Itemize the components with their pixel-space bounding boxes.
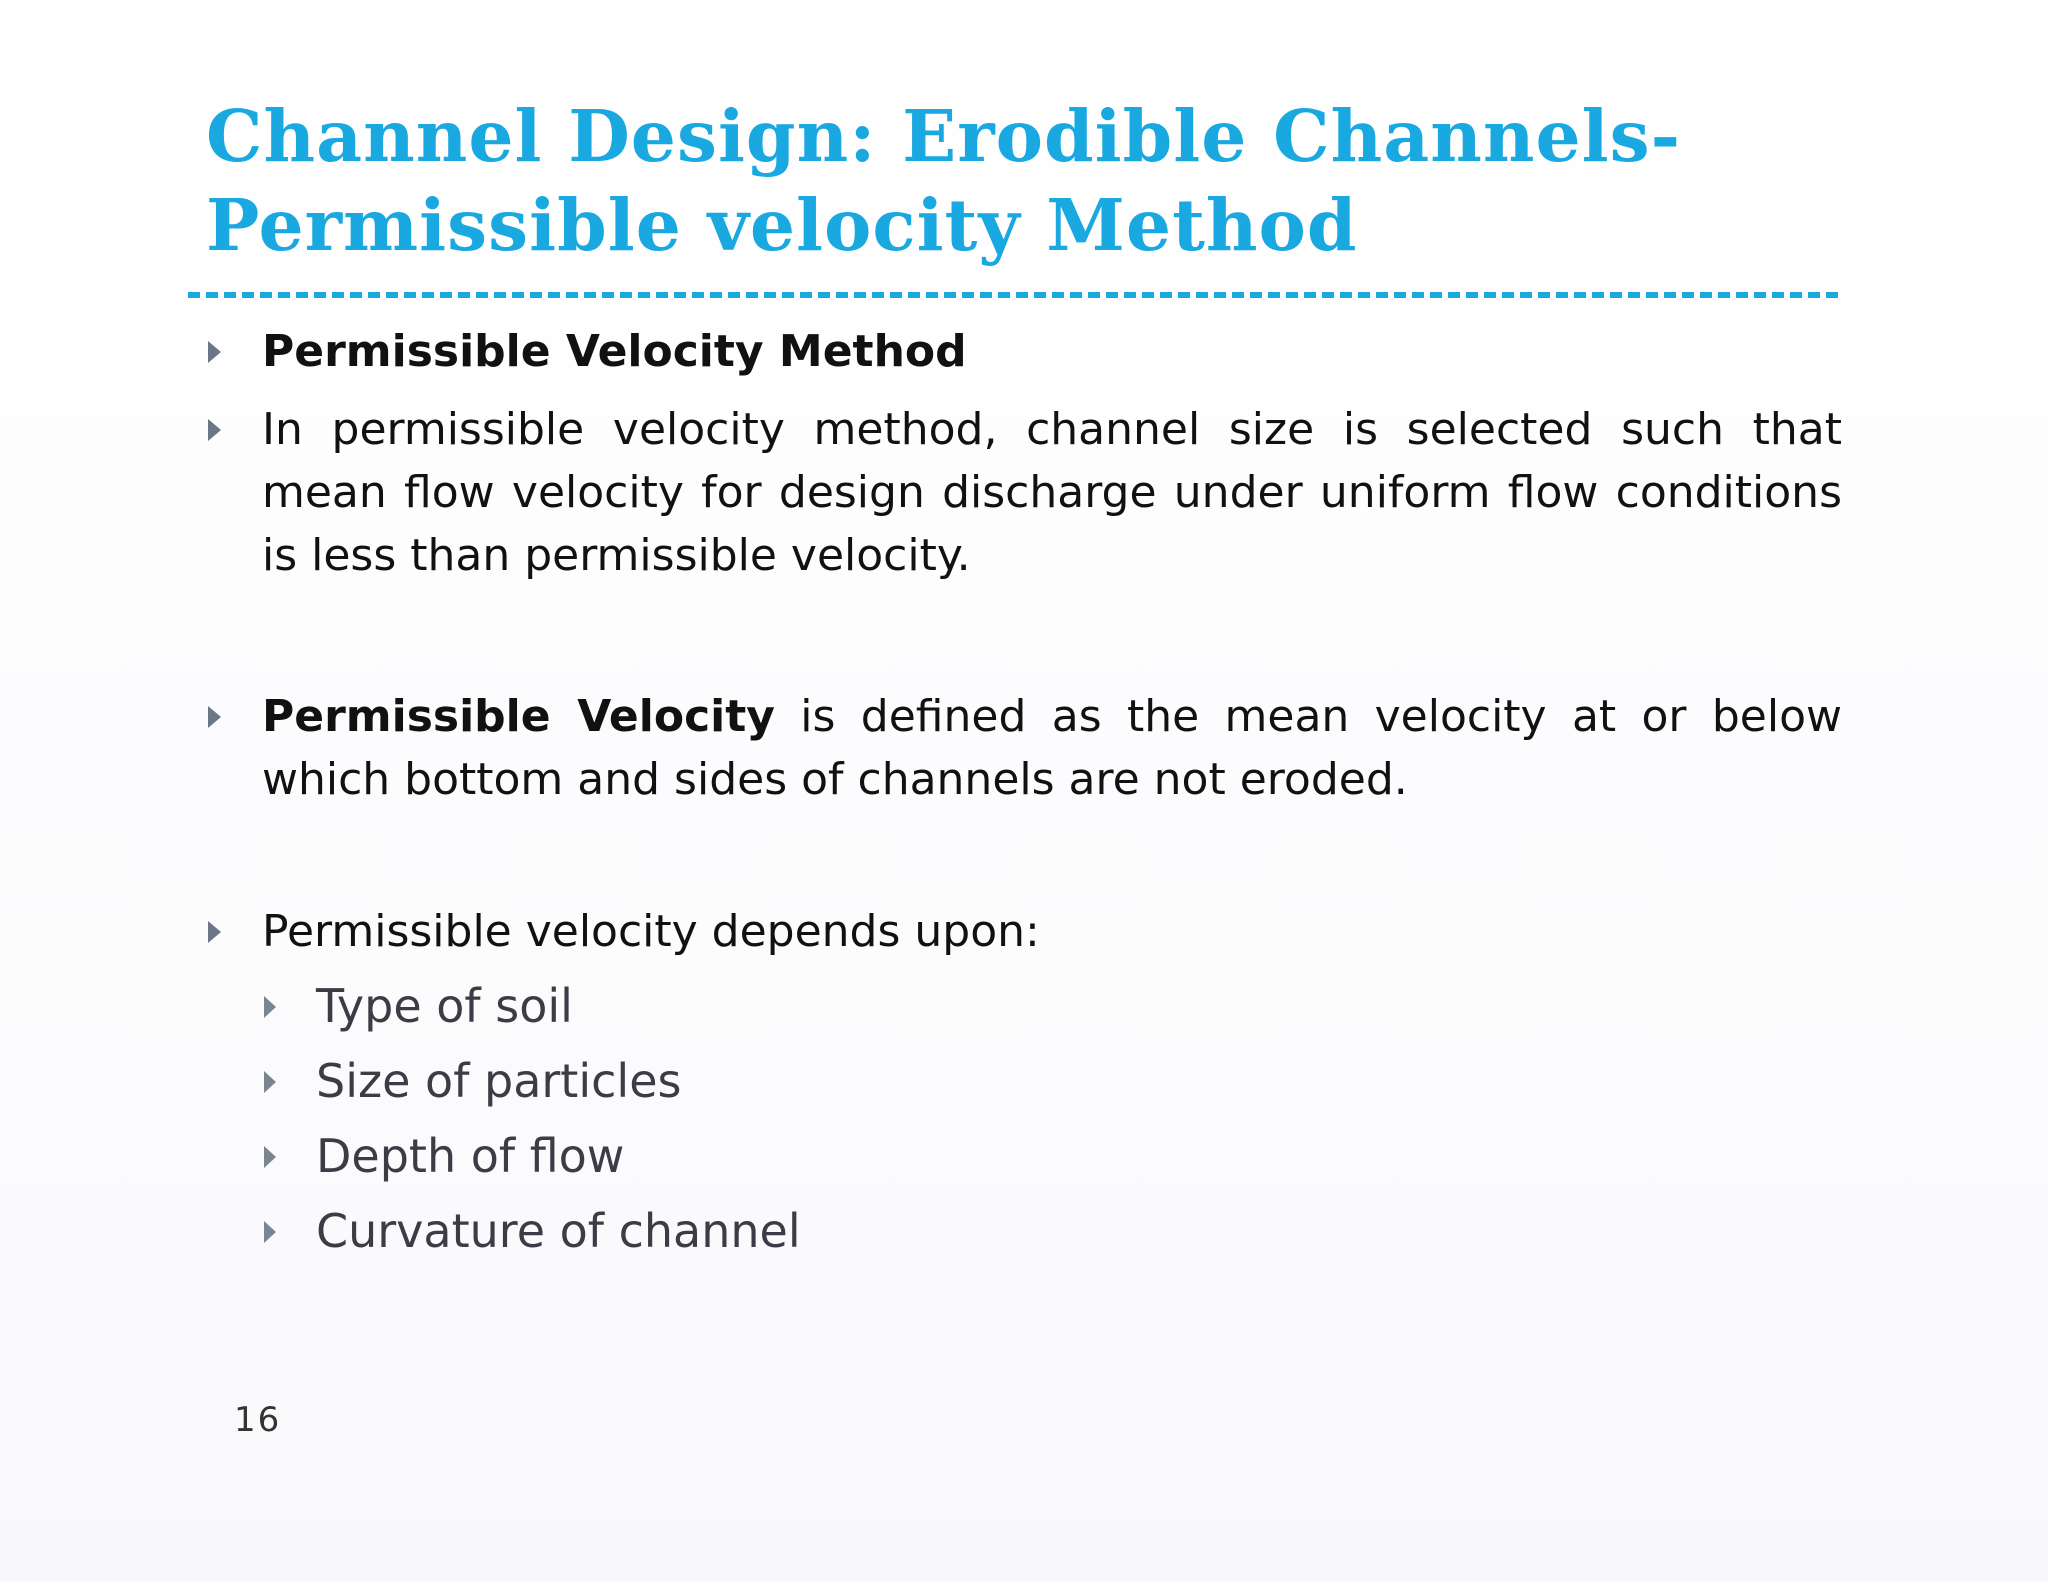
slide-title-line-2: Permissible velocity Method	[206, 183, 1358, 267]
bullet-bold-term: Permissible Velocity	[262, 691, 775, 742]
sub-bullet-text: Type of soil	[316, 979, 573, 1033]
bullet-text	[262, 685, 1842, 811]
bullet-text: In permissible velocity method, channel size is selected such that mean flow velocity for design discharge under uniform flow conditions is less than permissible velocity.	[262, 404, 1842, 581]
page-number: 16	[234, 1400, 282, 1440]
triangle-right-icon	[208, 419, 221, 441]
triangle-right-icon	[264, 996, 276, 1018]
bullet-heading: Permissible Velocity Method	[262, 326, 967, 377]
sub-bullet-text: Depth of flow	[316, 1129, 625, 1183]
bullet-text: Permissible velocity depends upon:	[262, 906, 1040, 957]
slide-title-line-1: Channel Design: Erodible Channels-	[206, 94, 1682, 178]
triangle-right-icon	[264, 1221, 276, 1243]
triangle-right-icon	[208, 921, 221, 943]
triangle-right-icon	[208, 706, 221, 728]
bullet-definition: is defined as the mean velocity at or below which bottom and sides of channels are not eroded.	[262, 691, 1842, 805]
triangle-right-icon	[208, 341, 221, 363]
triangle-right-icon	[264, 1146, 276, 1168]
sub-bullet-text: Curvature of channel	[316, 1204, 801, 1258]
slide-title	[206, 92, 1846, 270]
sub-bullet-text: Size of particles	[316, 1054, 682, 1108]
title-divider	[188, 292, 1838, 298]
triangle-right-icon	[264, 1071, 276, 1093]
